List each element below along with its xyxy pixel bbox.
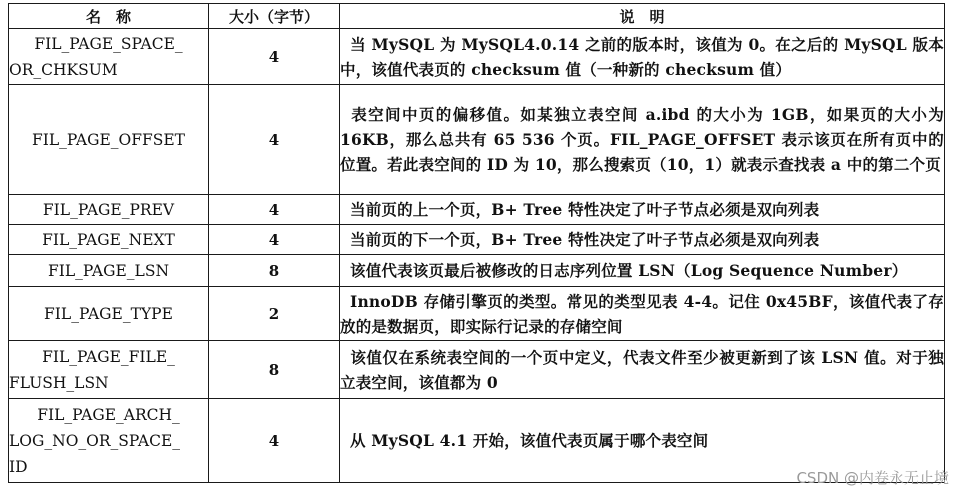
field-name-line: FIL_PAGE_OFFSET [31,130,186,149]
csdn-watermark: CSDN @内卷永无止境 [796,469,949,487]
field-desc-text: 该值仅在系统表空间的一个页中定义，代表文件至少被更新到了该 LSN 值。对于独立表空间，该值都为 0 [340,347,944,392]
header-size: 大小（字节） [209,4,340,29]
field-name-cell [9,29,209,85]
table-row [9,225,945,255]
table-row [9,287,945,341]
field-desc-cell [340,85,945,195]
field-name-line: FIL_PAGE_PREV [42,200,175,219]
field-size-cell: 4 [209,195,340,225]
field-name-cell [9,225,209,255]
field-name-line: FLUSH_LSN [9,373,109,392]
header-name: 名 称 [9,4,209,29]
field-desc-cell [340,225,945,255]
field-name-cell [9,287,209,341]
field-name-cell [9,255,209,287]
field-desc-cell [340,255,945,287]
field-size-cell: 4 [209,399,340,483]
field-desc-cell [340,195,945,225]
table-row [9,85,945,195]
field-desc-cell [340,287,945,341]
field-size-cell: 4 [209,29,340,85]
field-size-cell: 8 [209,255,340,287]
table-row [9,195,945,225]
field-desc-text: 从 MySQL 4.1 开始，该值代表页属于哪个表空间 [350,431,709,450]
field-name-cell [9,341,209,399]
field-name-cell [9,85,209,195]
fil-header-table [8,3,945,483]
field-size-cell: 4 [209,85,340,195]
field-name-line: OR_CHKSUM [9,60,118,79]
field-desc-text: 当前页的上一个页，B+ Tree 特性决定了叶子节点必须是双向列表 [350,200,820,219]
table-row [9,255,945,287]
table-header-row [9,4,945,29]
field-desc-cell [340,341,945,399]
field-desc-text: InnoDB 存储引擎页的类型。常见的类型见表 4-4。记住 0x45BF，该值代表了存放的是数据页，即实际行记录的存储空间 [340,291,944,336]
field-desc-text: 表空间中页的偏移值。如某独立表空间 a.ibd 的大小为 1GB，如果页的大小为 16KB，那么总共有 65 536 个页。FIL_PAGE_OFFSET 表示该页在所有页中的位置。若此表空间的 ID 为 10，那么搜索页（10，1）就表示查找表 a 中的第二个页 [340,105,944,174]
field-size-cell: 4 [209,225,340,255]
field-desc-cell [340,29,945,85]
field-name-line: ID [9,457,28,476]
field-size-cell: 8 [209,341,340,399]
field-desc-text: 该值代表该页最后被修改的日志序列位置 LSN（Log Sequence Number） [350,261,908,280]
table-row [9,341,945,399]
field-desc-text: 当前页的下一个页，B+ Tree 特性决定了叶子节点必须是双向列表 [350,230,820,249]
field-name-line: FIL_PAGE_NEXT [42,230,175,249]
field-name-line: FIL_PAGE_SPACE_ [34,34,183,53]
field-name-line: FIL_PAGE_LSN [47,261,170,280]
header-desc: 说 明 [340,4,945,29]
field-desc-text: 当 MySQL 为 MySQL4.0.14 之前的版本时，该值为 0。在之后的 MySQL 版本中，该值代表页的 checksum 值（一种新的 checksum 值） [340,34,944,79]
table-row [9,29,945,85]
field-name-line: FIL_PAGE_TYPE [44,304,173,323]
field-name-line: LOG_NO_OR_SPACE_ [9,431,181,450]
field-size-cell: 2 [209,287,340,341]
field-name-line: FIL_PAGE_ARCH_ [37,405,180,424]
field-name-cell [9,399,209,483]
field-name-line: FIL_PAGE_FILE_ [42,347,175,366]
field-name-cell [9,195,209,225]
